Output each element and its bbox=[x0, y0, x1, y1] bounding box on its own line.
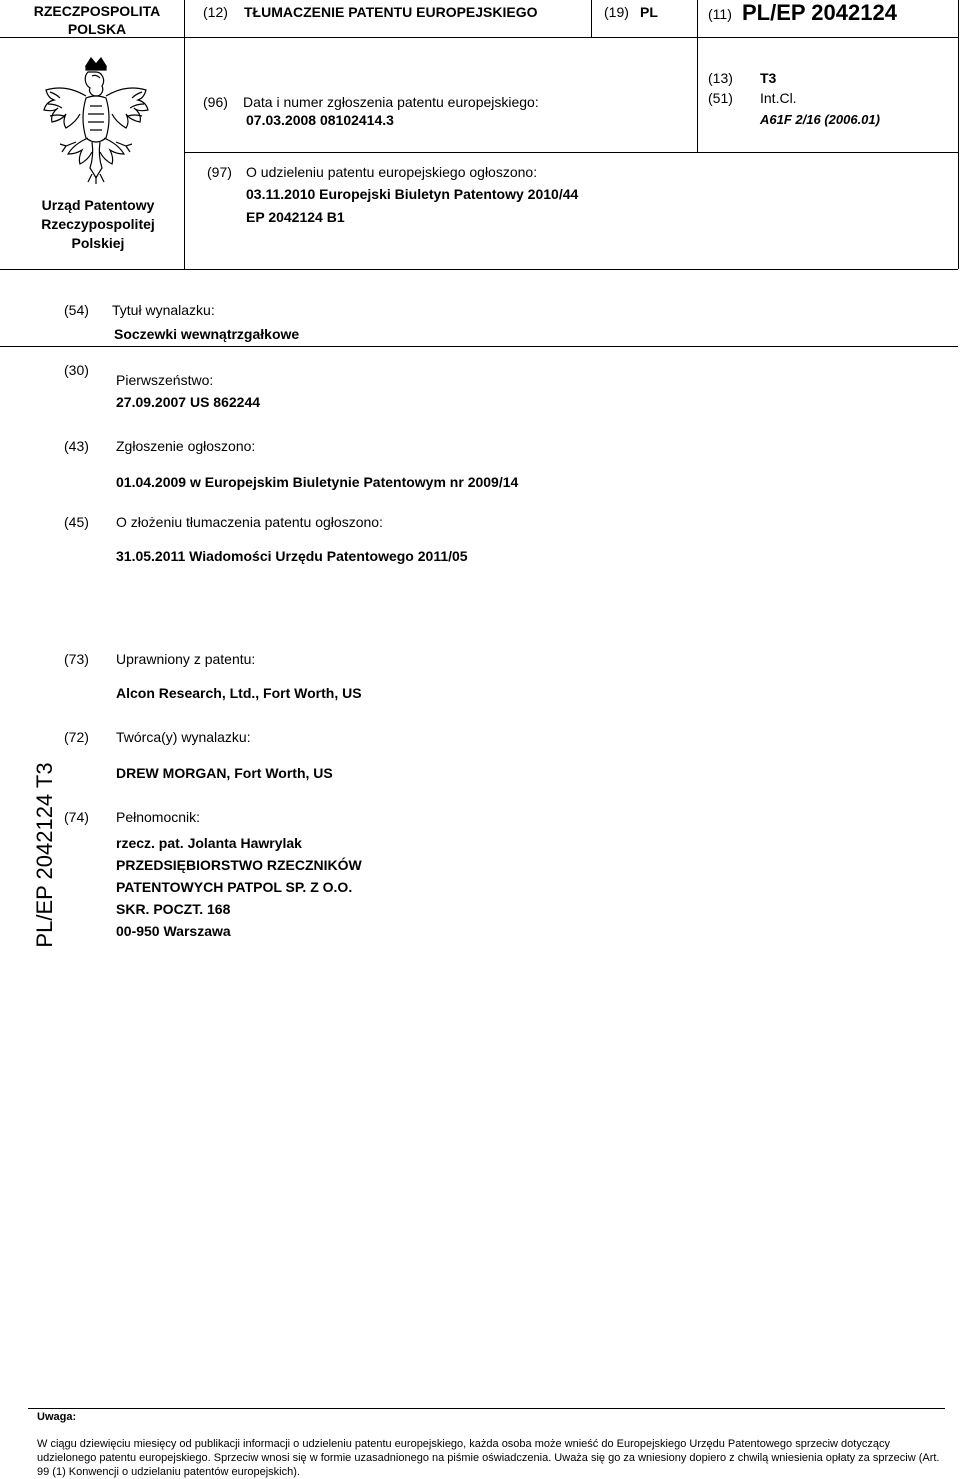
inventor-code: (72) bbox=[64, 729, 89, 745]
grant-label: O udzieleniu patentu europejskiego ogłoszono: bbox=[246, 164, 538, 180]
attorney-line-1: rzecz. pat. Jolanta Hawrylak bbox=[116, 835, 302, 851]
attorney-line-2: PRZEDSIĘBIORSTWO RZECZNIKÓW bbox=[116, 857, 362, 873]
grant-value-1: 03.11.2010 Europejski Biuletyn Patentowy 2010/44 bbox=[246, 186, 579, 202]
header-divider-bottom bbox=[0, 269, 958, 270]
patent-number: PL/EP 2042124 bbox=[742, 0, 897, 25]
country-line-1: RZECZPOSPOLITA bbox=[33, 3, 161, 19]
int-cl-code: (51) bbox=[708, 90, 733, 106]
proprietor-code: (73) bbox=[64, 651, 89, 667]
proprietor-label: Uprawniony z patentu: bbox=[116, 651, 256, 667]
publication-code: (43) bbox=[64, 438, 89, 454]
header-divider-left bbox=[184, 0, 185, 270]
kind-code: (13) bbox=[708, 70, 733, 86]
header-divider-middle bbox=[184, 152, 958, 153]
app-data-label: Data i numer zgłoszenia patentu europejskiego: bbox=[243, 94, 539, 110]
office-line-1: Urząd Patentowy bbox=[41, 197, 155, 213]
priority-value: 27.09.2007 US 862244 bbox=[116, 394, 261, 410]
office-line-3: Polskiej bbox=[71, 235, 125, 251]
publication-label: Zgłoszenie ogłoszono: bbox=[116, 438, 256, 454]
publication-value: 01.04.2009 w Europejskim Biuletynie Patentowym nr 2009/14 bbox=[116, 474, 519, 490]
country-code-code: (19) bbox=[604, 4, 629, 20]
office-line-2: Rzeczypospolitej bbox=[41, 216, 155, 232]
inventor-label: Twórca(y) wynalazku: bbox=[116, 729, 251, 745]
proprietor-value: Alcon Research, Ltd., Fort Worth, US bbox=[116, 685, 362, 701]
doc-type: TŁUMACZENIE PATENTU EUROPEJSKIEGO bbox=[244, 4, 538, 20]
country-name bbox=[24, 2, 170, 38]
attorney-label: Pełnomocnik: bbox=[116, 809, 201, 825]
translation-label: O złożeniu tłumaczenia patentu ogłoszono: bbox=[116, 514, 383, 530]
office-name bbox=[18, 196, 178, 253]
note-title: Uwaga: bbox=[37, 1411, 77, 1423]
country-code: PL bbox=[640, 4, 658, 20]
translation-code: (45) bbox=[64, 514, 89, 530]
note-divider bbox=[28, 1408, 945, 1409]
int-cl-label: Int.Cl. bbox=[760, 90, 797, 106]
header-divider-right bbox=[697, 0, 698, 152]
title-value: Soczewki wewnątrzgałkowe bbox=[114, 326, 300, 342]
side-patent-label: PL/EP 2042124 T3 bbox=[32, 762, 57, 948]
patent-number-code: (11) bbox=[708, 6, 732, 22]
grant-value-2: EP 2042124 B1 bbox=[246, 209, 345, 225]
priority-label: Pierwszeństwo: bbox=[116, 372, 214, 388]
attorney-value bbox=[116, 832, 362, 942]
translation-value: 31.05.2011 Wiadomości Urzędu Patentowego 2011/05 bbox=[116, 548, 468, 564]
title-divider bbox=[0, 346, 958, 347]
attorney-line-3: PATENTOWYCH PATPOL SP. Z O.O. bbox=[116, 879, 353, 895]
kind-value: T3 bbox=[760, 70, 777, 86]
app-data-value: 07.03.2008 08102414.3 bbox=[246, 112, 394, 128]
priority-code: (30) bbox=[64, 362, 89, 378]
grant-code: (97) bbox=[207, 164, 232, 180]
attorney-line-5: 00-950 Warszawa bbox=[116, 923, 231, 939]
polish-eagle-emblem-icon bbox=[36, 56, 156, 184]
country-line-2: POLSKA bbox=[67, 21, 127, 37]
header-divider-mid bbox=[591, 0, 592, 37]
attorney-line-4: SKR. POCZT. 168 bbox=[116, 901, 231, 917]
inventor-value: DREW MORGAN, Fort Worth, US bbox=[116, 765, 333, 781]
attorney-code: (74) bbox=[64, 809, 89, 825]
title-label: Tytuł wynalazku: bbox=[112, 302, 215, 318]
note-text: W ciągu dziewięciu miesięcy od publikacji informacji o udzieleniu patentu europejskiego, każda osoba może wnieść do Europejskiego Urzędu Patentowego sprzeciw dotyczący udzielonego patentu europejskiego. Sprzeciw wnosi się w formie uzasadnionego na piśmie oświadczenia. Uważa się go za wniesiony dopiero z chwilą wniesienia opłaty za sprzeciw (Art. 99 (1) Konwencji o udzielaniu patentów europejskich). bbox=[37, 1438, 940, 1478]
int-cl-value: A61F 2/16 (2006.01) bbox=[760, 112, 880, 127]
app-data-code: (96) bbox=[203, 94, 228, 110]
title-code: (54) bbox=[64, 302, 89, 318]
doc-type-code: (12) bbox=[203, 4, 228, 20]
